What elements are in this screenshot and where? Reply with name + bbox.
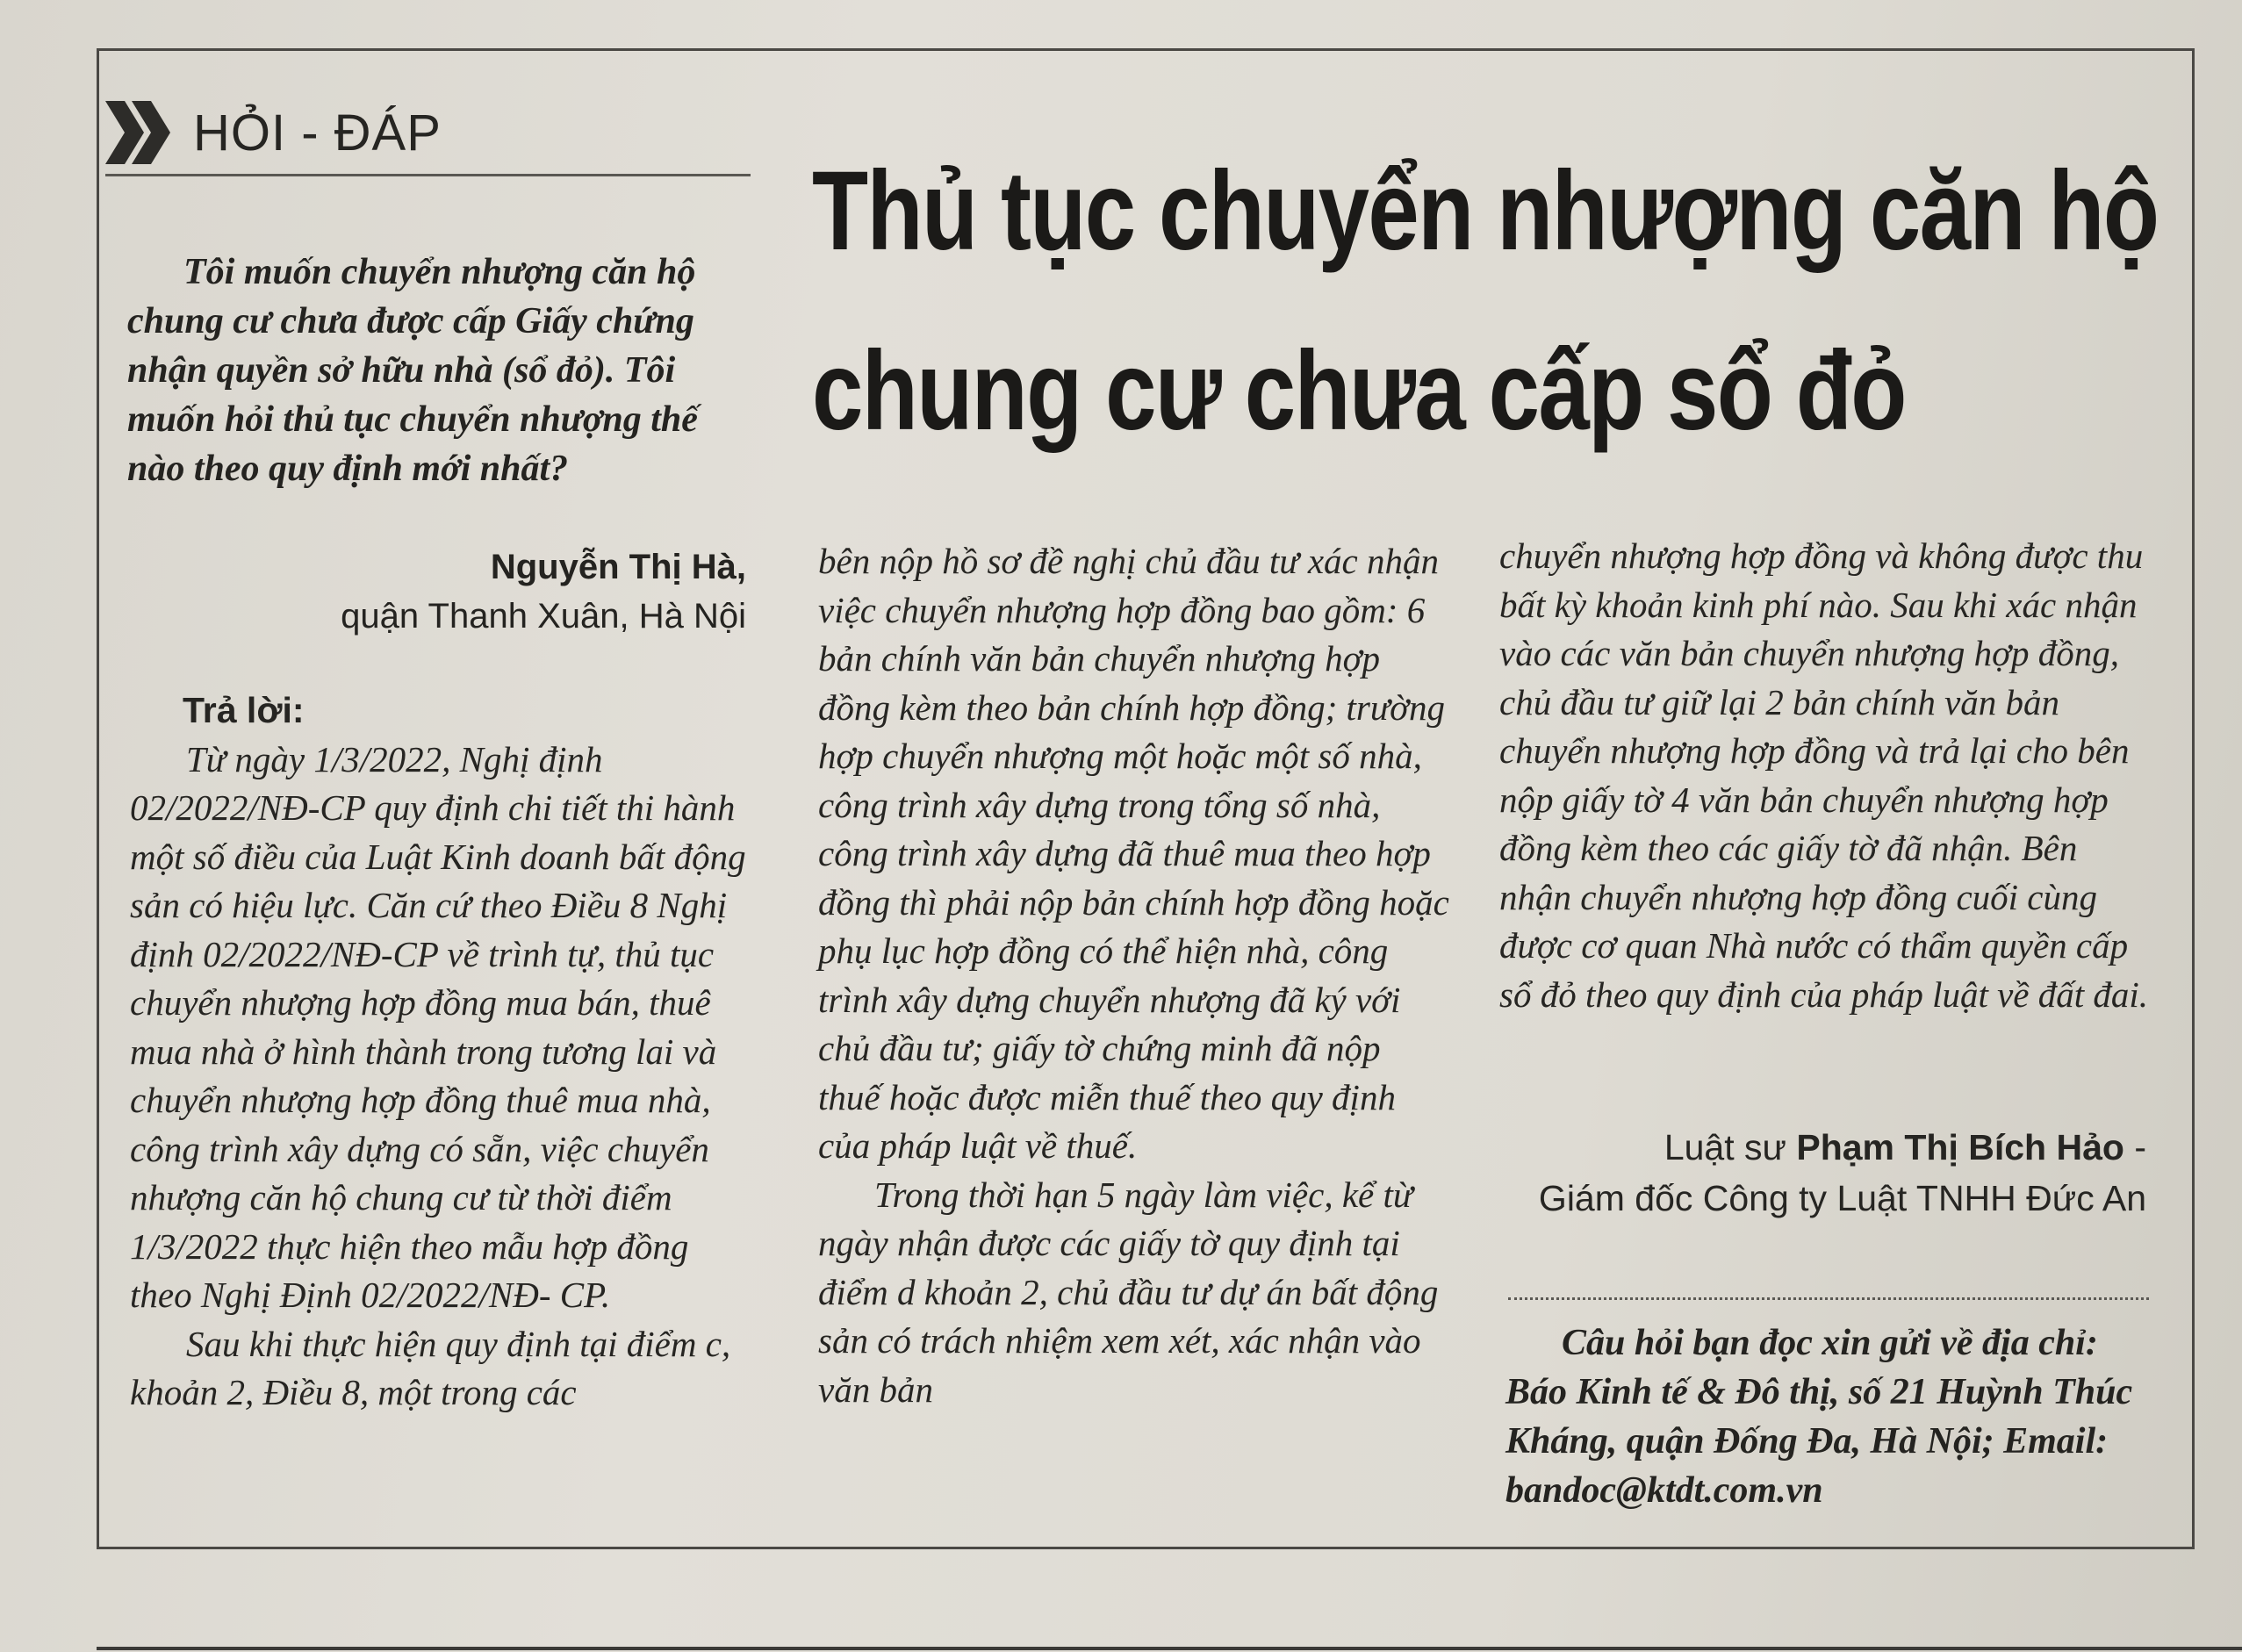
answer-label: Trả lời:	[183, 690, 305, 730]
answer-paragraph: bên nộp hồ sơ đề nghị chủ đầu tư xác nhận việc chuyển nhượng hợp đồng bao gồm: 6 bản chính văn bản chuyển nhượng hợp đồng kèm theo bản chính hợp đồng; trường hợp chuyển nhượng một hoặc một số nhà, công trình xây dựng trong tổng số nhà, công trình xây dựng đã thuê mua theo hợp đồng thì phải nộp bản chính hợp đồng hoặc phụ lục hợp đồng có thể hiện nhà, công trình xây dựng chuyển nhượng đã ký với chủ đầu tư; giấy tờ chứng minh đã nộp thuế hoặc được miễn thuế theo quy định của pháp luật về thuế.	[818, 541, 1449, 1166]
headline-line-1: Thủ tục chuyển nhượng căn hộ	[812, 148, 2159, 274]
headline-line-2: chung cư chưa cấp sổ đỏ	[812, 328, 1906, 454]
page-bottom-rule	[97, 1647, 2242, 1650]
section-divider	[105, 174, 751, 176]
byline-suffix: -	[2123, 1127, 2146, 1167]
lawyer-name: Phạm Thị Bích Hảo	[1796, 1127, 2124, 1167]
answer-paragraph: Trong thời hạn 5 ngày làm việc, kể từ ngày nhận được các giấy tờ quy định tại điểm d khoản 2, chủ đầu tư dự án bất động sản có trách nhiệm xem xét, xác nhận vào văn bản	[818, 1174, 1439, 1410]
answer-column-3	[1499, 532, 2149, 1019]
contact-info: Câu hỏi bạn đọc xin gửi về địa chỉ: Báo Kinh tế & Đô thị, số 21 Huỳnh Thúc Kháng, quận Đống Đa, Hà Nội; Email: bandoc@ktdt.com.vn	[1505, 1323, 2133, 1511]
answer-paragraph: Từ ngày 1/3/2022, Nghị định 02/2022/NĐ-CP quy định chi tiết thi hành một số điều của Luật Kinh doanh bất động sản có hiệu lực. Căn cứ theo Điều 8 Nghị định 02/2022/NĐ-CP về trình tự, thủ tục chuyển nhượng hợp đồng mua bán, thuê mua nhà ở hình thành trong tương lai và chuyển nhượng hợp đồng thuê mua nhà, công trình xây dựng có sẵn, việc chuyển nhượng căn hộ chung cư từ thời điểm 1/3/2022 thực hiện theo mẫu hợp đồng theo Nghị Định 02/2022/NĐ- CP.	[130, 738, 746, 1315]
reader-question: Tôi muốn chuyển nhượng căn hộ chung cư chưa được cấp Giấy chứng nhận quyền sở hữu nhà (sổ đỏ). Tôi muốn hỏi thủ tục chuyển nhượng thế nào theo quy định mới nhất?	[127, 252, 698, 489]
dotted-divider	[1508, 1297, 2149, 1300]
headline	[812, 121, 2159, 481]
asker-name: Nguyễn Thị Hà,	[490, 548, 746, 586]
answer-paragraph: Sau khi thực hiện quy định tại điểm c, khoản 2, Điều 8, một trong các	[130, 1323, 731, 1412]
answer-column-2	[818, 537, 1450, 1414]
section-header	[105, 101, 442, 164]
question-asker	[127, 542, 746, 641]
asker-location: quận Thanh Xuân, Hà Nội	[341, 597, 746, 636]
lawyer-title: Giám đốc Công ty Luật TNHH Đức An	[1538, 1178, 2146, 1218]
double-chevron-icon	[105, 101, 174, 164]
section-label: HỎI - ĐÁP	[193, 104, 442, 162]
answer-column-1	[130, 686, 753, 1418]
byline-prefix: Luật sư	[1664, 1127, 1797, 1167]
lawyer-byline	[1492, 1122, 2146, 1224]
answer-paragraph: chuyển nhượng hợp đồng và không được thu bất kỳ khoản kinh phí nào. Sau khi xác nhận vào các văn bản chuyển nhượng hợp đồng, chủ đầu tư giữ lại 2 bản chính văn bản chuyển nhượng hợp đồng và trả lại cho bên nộp giấy tờ 4 văn bản chuyển nhượng hợp đồng kèm theo các giấy tờ đã nhận. Bên nhận chuyển nhượng hợp đồng cuối cùng được cơ quan Nhà nước có thẩm quyền cấp sổ đỏ theo quy định của pháp luật về đất đai.	[1499, 535, 2149, 1015]
